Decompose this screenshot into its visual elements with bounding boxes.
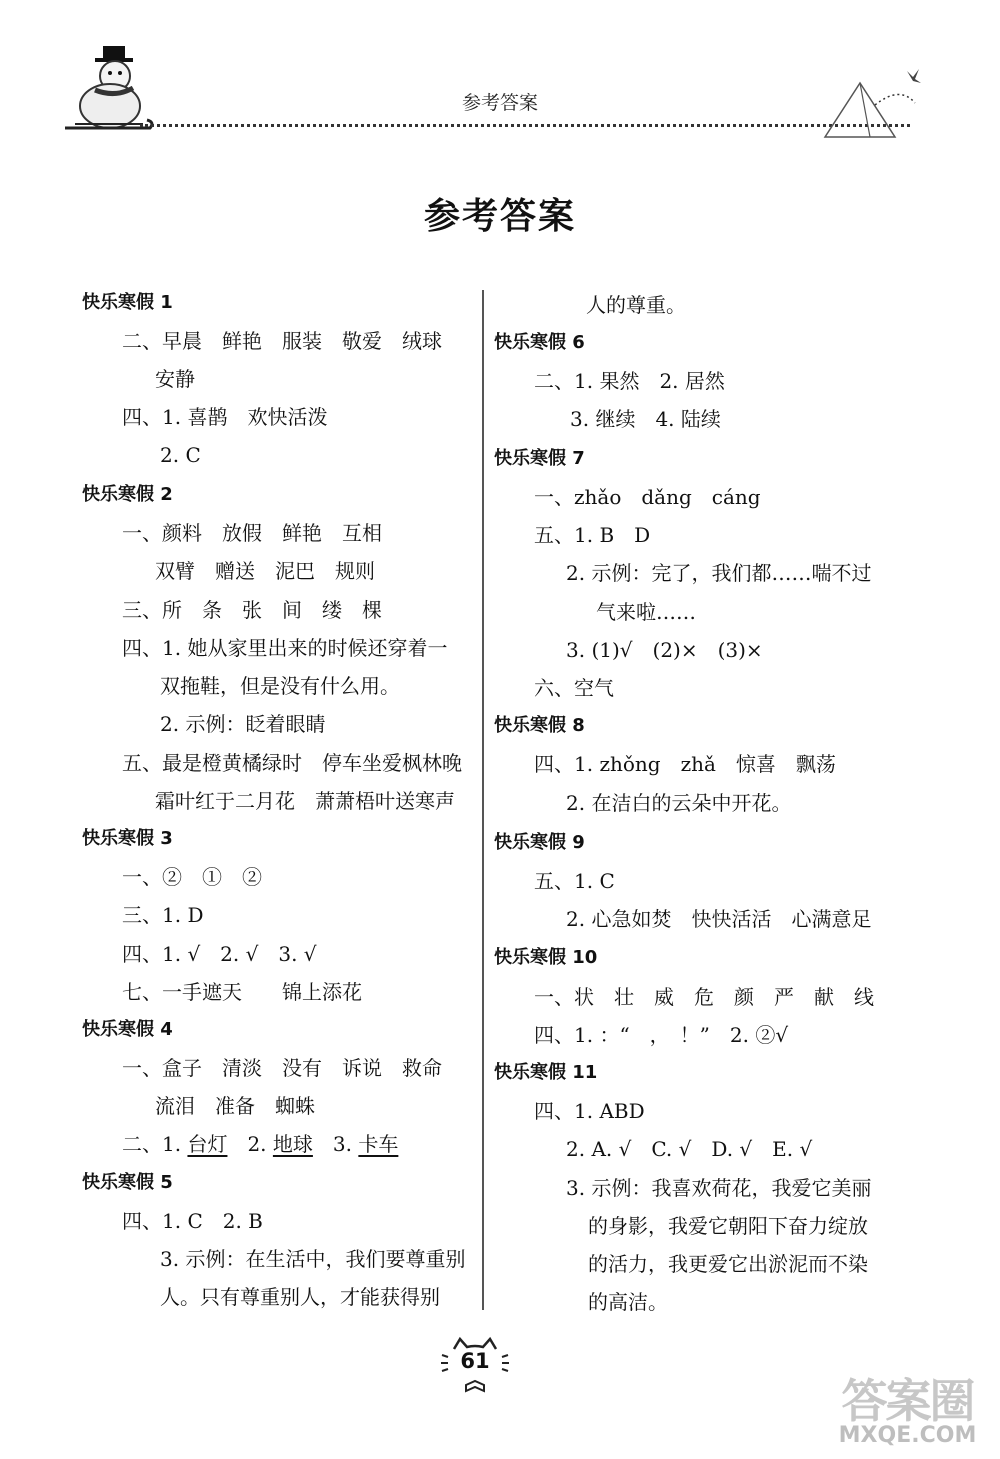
section-heading: 快乐寒假 2 [82, 484, 173, 505]
answer-line: 四、1. √ 2. √ 3. √ [122, 942, 317, 966]
header-title: 参考答案 [461, 92, 538, 114]
section-heading: 快乐寒假 10 [494, 947, 598, 968]
answer-part: 二、1. [122, 1132, 188, 1156]
answer-line: 四、1. ABD [534, 1099, 645, 1123]
answer-line: 霜叶红于二月花 萧萧梧叶送寒声 [155, 789, 455, 813]
answer-line: 的身影，我爱它朝阳下奋力绽放 [588, 1214, 868, 1238]
section-heading: 快乐寒假 6 [494, 332, 585, 353]
answer-line: 双臂 赠送 泥巴 规则 [155, 559, 375, 583]
section-heading: 快乐寒假 11 [494, 1062, 598, 1083]
section-heading: 快乐寒假 8 [494, 715, 585, 736]
answer-line: 一、zhǎo dǎng cáng [534, 485, 761, 509]
answer-line: 四、1. 喜鹊 欢快活泼 [122, 405, 328, 429]
tent-butterfly-icon [815, 65, 925, 140]
answer-line: 2. A. √ C. √ D. √ E. √ [566, 1137, 813, 1161]
underlined-answer: 卡车 [358, 1132, 399, 1156]
answer-line: 二、早晨 鲜艳 服装 敬爱 绒球 [122, 329, 442, 353]
answer-line: 一、盒子 清淡 没有 诉说 救命 [122, 1056, 442, 1080]
watermark-url: MXQE.COM [838, 1423, 977, 1448]
watermark-title: 答案圈 [841, 1374, 974, 1428]
column-divider [482, 290, 484, 1310]
header-dotted-rule [140, 124, 910, 127]
section-heading: 快乐寒假 9 [494, 832, 585, 853]
answer-line: 双拖鞋，但是没有什么用。 [160, 674, 400, 698]
answer-line: 一、颜料 放假 鲜艳 互相 [122, 521, 382, 545]
answer-line: 2. 在洁白的云朵中开花。 [566, 791, 792, 815]
answer-line [122, 1131, 398, 1157]
underlined-answer: 台灯 [187, 1132, 228, 1156]
section-heading: 快乐寒假 3 [82, 828, 173, 849]
answer-line: 五、最是橙黄橘绿时 停车坐爱枫林晚 [122, 751, 462, 775]
answer-line: 四、1. C 2. B [122, 1209, 263, 1233]
answer-line: 四、1. 她从家里出来的时候还穿着一 [122, 636, 448, 660]
page-header [0, 0, 1000, 150]
answer-line: 二、1. 果然 2. 居然 [534, 369, 725, 393]
page-number-text: 61 [460, 1349, 490, 1373]
answer-line: 2. 示例：完了，我们都……喘不过 [566, 561, 872, 585]
answer-line: 一、状 壮 威 危 颜 严 献 线 [534, 985, 874, 1009]
answer-line: 流泪 准备 蜘蛛 [155, 1094, 315, 1118]
answer-line: 七、一手遮天 锦上添花 [122, 980, 362, 1004]
answer-line: 五、1. B D [534, 523, 651, 547]
answer-line: 三、所 条 张 间 缕 棵 [122, 598, 382, 622]
watermark-logo [820, 1365, 995, 1455]
answer-line: 2. C [160, 443, 201, 467]
section-heading: 快乐寒假 1 [82, 292, 173, 313]
answer-line: 2. 心急如焚 快快活活 心满意足 [566, 907, 872, 931]
answer-line: 六、空气 [534, 676, 614, 700]
answer-line: 人。只有尊重别人，才能获得别 [160, 1285, 440, 1309]
section-heading: 快乐寒假 4 [82, 1019, 173, 1040]
main-title: 参考答案 [423, 196, 576, 237]
section-heading: 快乐寒假 5 [82, 1172, 173, 1193]
answer-line: 3. 示例：我喜欢荷花，我爱它美丽 [566, 1176, 872, 1200]
page-number [440, 1335, 510, 1395]
underlined-answer: 地球 [272, 1132, 313, 1156]
answer-part: 3. [312, 1132, 359, 1156]
answer-part: 2. [227, 1132, 273, 1156]
answer-line: 2. 示例：眨着眼睛 [160, 712, 326, 736]
answer-line: 的活力，我更爱它出淤泥而不染 [588, 1252, 868, 1276]
answer-line: 一、② ① ② [122, 865, 262, 889]
answer-line: 3. (1)√ (2)× (3)× [566, 638, 763, 662]
answer-line: 四、1. zhǒng zhǎ 惊喜 飘荡 [534, 752, 836, 776]
answer-line: 的高洁。 [588, 1290, 668, 1314]
answer-line: 3. 继续 4. 陆续 [570, 407, 721, 431]
answer-line: 三、1. D [122, 903, 204, 927]
answer-line: 五、1. C [534, 869, 615, 893]
answer-line: 四、1. ：“ ， ！” 2. ②√ [534, 1023, 789, 1047]
section-heading: 快乐寒假 7 [494, 448, 585, 469]
answer-line: 3. 示例：在生活中，我们要尊重别 [160, 1247, 466, 1271]
answer-line: 安静 [155, 367, 195, 391]
answer-line: 气来啦…… [596, 600, 696, 624]
answer-line: 人的尊重。 [586, 293, 686, 317]
